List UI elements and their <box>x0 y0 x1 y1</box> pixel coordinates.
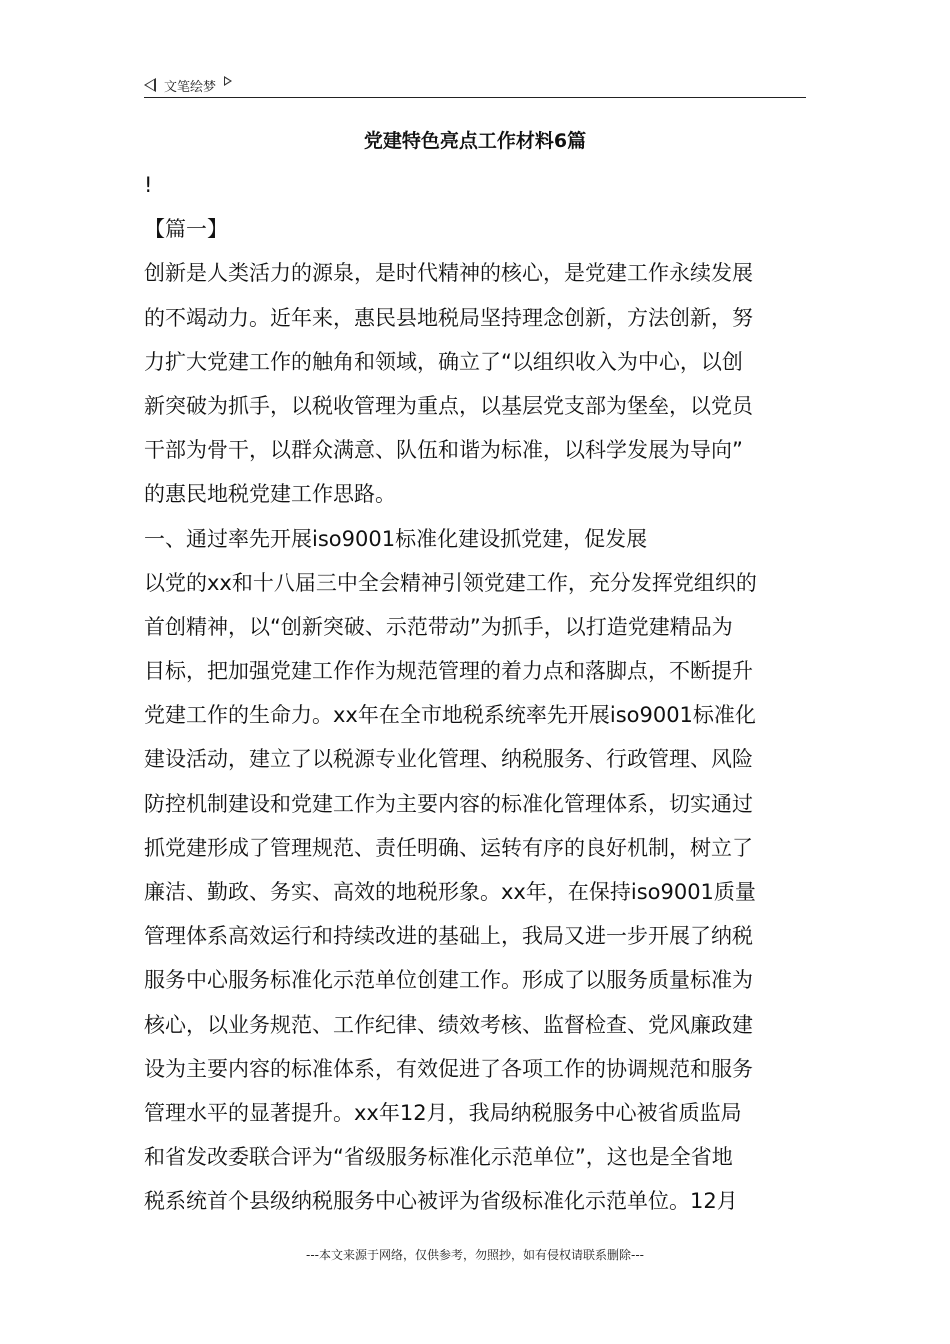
body-line: 的不竭动力。近年来，惠民县地税局坚持理念创新，方法创新，努 <box>144 305 753 330</box>
body-line: 服务中心服务标准化示范单位创建工作。形成了以服务质量标准为 <box>144 968 753 993</box>
body-line: 核心，以业务规范、工作纪律、绩效考核、监督检查、党风廉政建 <box>144 1012 753 1037</box>
header-divider <box>144 97 806 98</box>
body-line: 一、通过率先开展iso9001标准化建设抓党建，促发展 <box>144 526 648 551</box>
body-line: ! <box>144 173 153 197</box>
triangle-left-icon <box>144 78 156 92</box>
body-line: 税系统首个县级纳税服务中心被评为省级标准化示范单位。12月 <box>144 1189 738 1214</box>
document-title: 党建特色亮点工作材料6篇 <box>363 130 587 152</box>
body-line: 【篇一】 <box>144 217 228 242</box>
body-line: 以党的xx和十八届三中全会精神引领党建工作，充分发挥党组织的 <box>144 570 757 595</box>
body-line: 党建工作的生命力。xx年在全市地税系统率先开展iso9001标准化 <box>144 703 756 728</box>
body-line: 首创精神，以“创新突破、示范带动”为抓手，以打造党建精品为 <box>144 614 733 639</box>
body-line: 管理体系高效运行和持续改进的基础上，我局又进一步开展了纳税 <box>144 924 753 949</box>
header-brand: 文笔绘梦 <box>164 79 217 95</box>
body-line: 抓党建形成了管理规范、责任明确、运转有序的良好机制，树立了 <box>144 835 753 860</box>
body-line: 和省发改委联合评为“省级服务标准化示范单位”，这也是全省地 <box>144 1145 733 1170</box>
body-line: 目标，把加强党建工作作为规范管理的着力点和落脚点，不断提升 <box>144 659 753 684</box>
body-line: 建设活动，建立了以税源专业化管理、纳税服务、行政管理、风险 <box>144 747 753 772</box>
body-line: 力扩大党建工作的触角和领域，确立了“以组织收入为中心，以创 <box>144 349 743 374</box>
page-header <box>144 73 806 97</box>
body-line: 干部为骨干，以群众满意、队伍和谐为标准，以科学发展为导向” <box>144 438 743 463</box>
body-line: 廉洁、勤政、务实、高效的地税形象。xx年，在保持iso9001质量 <box>144 880 756 904</box>
body-line: 管理水平的显著提升。xx年12月，我局纳税服务中心被省质监局 <box>144 1100 742 1125</box>
body-line: 的惠民地税党建工作思路。 <box>144 482 396 507</box>
body-line: 创新是人类活力的源泉，是时代精神的核心，是党建工作永续发展 <box>144 261 753 286</box>
body-line: 防控机制建设和党建工作为主要内容的标准化管理体系，切实通过 <box>144 791 753 816</box>
body-line: 新突破为抓手，以税收管理为重点，以基层党支部为堡垒，以党员 <box>144 393 753 418</box>
triangle-right-icon <box>224 76 232 86</box>
body-line: 设为主要内容的标准体系，有效促进了各项工作的协调规范和服务 <box>144 1056 753 1081</box>
document-body <box>144 163 808 1224</box>
page-footer: ---本文来源于网络，仅供参考，勿照抄，如有侵权请联系删除--- <box>306 1248 644 1262</box>
